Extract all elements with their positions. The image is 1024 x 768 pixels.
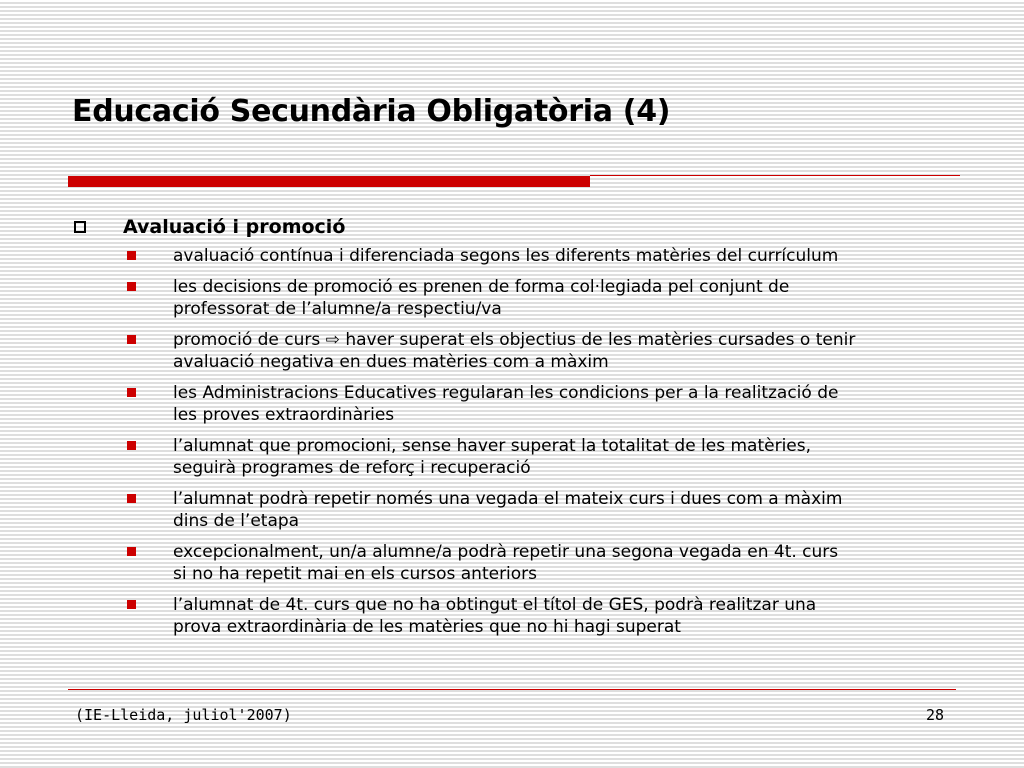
bullet-list [72,245,952,647]
title-underline-bar [68,176,590,187]
bullet-text-line: dins de l’etapa [173,511,300,531]
bullet-text-line: l’alumnat podrà repetir només una vegada el mateix curs i dues com a màxim [173,488,843,509]
red-square-bullet-icon [127,251,136,260]
bullet-text-line: les proves extraordinàries [173,405,395,425]
list-item [72,245,952,268]
bullet-text-line: si no ha repetit mai en els cursos anteriors [173,564,538,584]
footer-source: (IE-Lleida, juliol'2007) [75,706,292,724]
bullet-text-line: promoció de curs ⇨ haver superat els objectius de les matèries cursades o tenir [173,329,856,350]
hollow-square-icon [74,221,86,233]
list-item [72,488,952,533]
list-item [72,382,952,427]
bullet-text-line: les Administracions Educatives regularan les condicions per a la realització de [173,382,839,403]
bullet-text-line: excepcionalment, un/a alumne/a podrà repetir una segona vegada en 4t. curs [173,541,839,562]
bullet-text-line: l’alumnat que promocioni, sense haver superat la totalitat de les matèries, [173,435,812,456]
list-item [72,329,952,374]
bullet-text-line: les decisions de promoció es prenen de forma col·legiada pel conjunt de [173,276,790,297]
list-item [72,435,952,480]
red-square-bullet-icon [127,335,136,344]
list-item [72,541,952,586]
footer-divider [68,689,956,690]
section-header [72,214,952,240]
title-underline-thin-line [590,175,960,176]
bullet-text-line: avaluació contínua i diferenciada segons les diferents matèries del currículum [173,246,839,266]
bullet-text-line: professorat de l’alumne/a respectiu/va [173,299,502,319]
bullet-text-line: l’alumnat de 4t. curs que no ha obtingut el títol de GES, podrà realitzar una [173,594,817,615]
page-number: 28 [925,706,944,724]
slide-title: Educació Secundària Obligatòria (4) [72,94,671,129]
red-square-bullet-icon [127,282,136,291]
bullet-text-line: prova extraordinària de les matèries que no hi hagi superat [173,617,681,637]
bullet-text-line: seguirà programes de reforç i recuperació [173,458,531,478]
section [72,214,952,637]
list-item [72,594,952,639]
red-square-bullet-icon [127,547,136,556]
red-square-bullet-icon [127,441,136,450]
red-square-bullet-icon [127,388,136,397]
red-square-bullet-icon [127,494,136,503]
section-title: Avaluació i promoció [123,216,346,238]
bullet-text-line: avaluació negativa en dues matèries com a màxim [173,352,609,372]
red-square-bullet-icon [127,600,136,609]
list-item [72,276,952,321]
